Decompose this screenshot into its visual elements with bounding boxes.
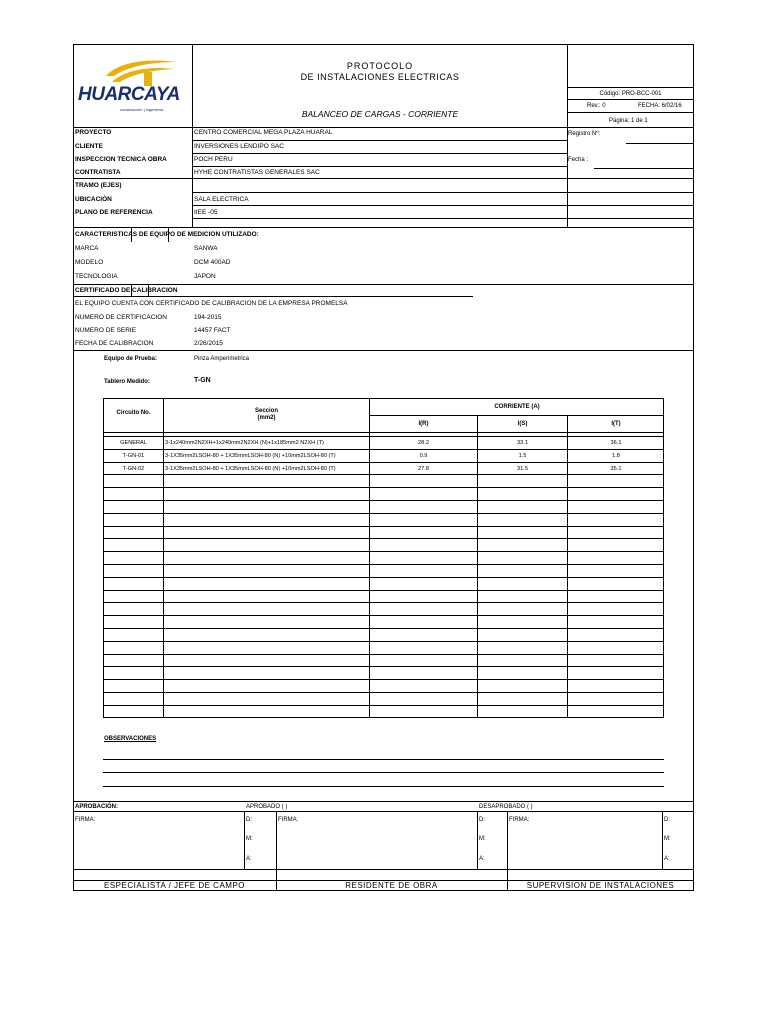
day-label-1: D: [246,817,252,823]
equipo-label-modelo: MODELO [75,259,104,266]
cell-current-r: 0.9 [419,452,428,459]
info-label-proyecto: PROYECTO [75,129,112,136]
cell-current-t: 35.1 [610,465,622,472]
doc-page: Página: 1 de 1 [609,118,648,124]
cell-circuito: T-GN-01 [122,452,145,459]
month-label-2: M: [479,836,486,842]
title-line-2: DE INSTALACIONES ELECTRICAS [300,72,460,82]
firma-label-2: FIRMA: [278,817,299,823]
equipo-value-marca: SANWA [194,245,218,252]
cell-current-s: 33.1 [517,440,528,446]
observaciones-line-3[interactable] [103,786,664,787]
cell-seccion: 3-1X35mm2LSOH-80 + 1X35mmLSOH-80 (N) +10mm2LSOH-80 (T) [165,465,336,472]
info-label-inspeccion: INSPECCION TECNICA OBRA [75,156,167,163]
info-label-plano: PLANO DE REFERENCIA [75,209,153,216]
cert-label-serie: NUMERO DE SERIE [75,327,137,334]
col-header-r: I(R) [418,421,429,427]
firma-label-1: FIRMA: [75,817,96,823]
cert-label-numero: NUMERO DE CERTIFICACION [75,314,167,321]
logo-wordmark: HUARCAYA [78,84,180,105]
info-value-contratista: HYHE CONTRATISTAS GENERALES SAC [194,169,320,176]
aprobacion-label: APROBACIÓN: [75,804,118,810]
cert-value-fecha: 2/26/2015 [194,340,223,347]
col-header-t: I(T) [611,421,621,427]
equipo-value-tecnologia: JAPON [194,273,216,280]
cell-current-t: 36.1 [610,440,622,446]
month-label-1: M: [246,836,253,842]
logo-tagline: construcción | ingeniería [120,107,164,112]
equipo-prueba-label: Equipo de Prueba: [104,356,158,362]
cell-current-r: 28.2 [418,440,429,446]
tablero-value: T-GN [194,377,211,384]
cell-circuito: T-GN-02 [122,465,145,472]
year-label-2: A: [479,856,485,862]
equipo-label-tecnologia: TECNOLOGIA [75,273,118,280]
aprobado-checkbox[interactable]: APROBADO ( ) [246,804,288,810]
certificado-heading: CERTIFICADO DE CALIBRACION [75,287,178,294]
doc-code: Código: PRO-BCC-001 [599,91,662,97]
footer-supervision: SUPERVISION DE INSTALACIONES [526,881,675,890]
col-header-s: I(S) [517,421,528,427]
info-value-inspeccion: POCH PERU [194,156,233,163]
info-value-ubicacion: SALA ELECTRICA [194,196,249,203]
doc-revision: Rev.: 0 [587,103,606,109]
col-header-seccion: Seccion (mm2) [254,408,278,421]
subtitle: BALANCEO DE CARGAS - CORRIENTE [301,109,459,119]
observaciones-line-2[interactable] [103,772,664,773]
footer-residente: RESIDENTE DE OBRA [345,881,438,890]
equipo-prueba-value: Pinza Amperimetrica [194,356,250,362]
observaciones-label: OBSERVACIONES [104,736,157,742]
year-label-1: A: [246,856,252,862]
cell-current-s: 1.5 [518,452,527,459]
info-value-proyecto: CENTRO COMERCIAL MEGA PLAZA HUARAL [194,129,333,136]
month-label-3: M: [664,836,671,842]
cell-current-r: 27.8 [418,465,429,472]
cert-value-numero: 194-2015 [194,314,222,321]
company-logo [78,54,190,118]
equipo-heading: CARACTERISTICAS DE EQUIPO DE MEDICION UTILIZADO: [75,231,259,238]
cell-current-t: 1.8 [612,452,620,459]
tablero-label: Tablero Medido: [104,379,150,385]
desaprobado-checkbox[interactable]: DESAPROBADO ( ) [479,804,533,810]
cell-circuito: GENERAL [120,440,147,446]
cert-value-serie: 14457 FACT [194,327,231,334]
cell-seccion: 3-1X35mm2LSOH-80 + 1X35mmLSOH-80 (N) +10mm2LSOH-80 (T) [165,452,336,459]
info-value-plano: IIEE -05 [194,209,218,216]
footer-especialista: ESPECIALISTA / JEFE DE CAMPO [104,881,245,890]
info-value-cliente: INVERSIONES LENDIPO SAC [194,143,284,150]
day-label-2: D: [479,817,485,823]
firma-label-3: FIRMA: [509,817,530,823]
certificado-statement: EL EQUIPO CUENTA CON CERTIFICADO DE CALIBRACION DE LA EMPRESA PROMELSA [75,300,348,307]
col-header-corriente: CORRIENTE (A) [494,404,540,410]
cert-label-fecha: FECHA DE CALIBRACION [75,340,154,347]
title-line-1: PROTOCOLO [346,61,414,71]
col-header-circuito: Circuito No. [116,410,151,416]
registro-label: Registro Nº: [568,131,601,137]
cell-current-s: 31.5 [517,465,528,472]
info-label-tramo: TRAMO (EJES) [75,182,122,189]
cell-seccion: 3-1x240mm2N2XH+1x240mm2N2XH (N)+1x185mm2 N2XH (T) [165,440,324,446]
day-label-3: D: [664,817,670,823]
fecha-label: Fecha : [568,157,589,163]
doc-date: FECHA: 6/02/16 [638,103,682,109]
info-label-ubicacion: UBICACIÓN [75,196,112,203]
info-label-contratista: CONTRATISTA [75,169,121,176]
equipo-label-marca: MARCA [75,245,99,252]
observaciones-line-1[interactable] [103,759,664,760]
info-label-cliente: CLIENTE [75,143,103,150]
equipo-value-modelo: DCM 400AD [194,259,231,266]
year-label-3: A: [664,856,670,862]
